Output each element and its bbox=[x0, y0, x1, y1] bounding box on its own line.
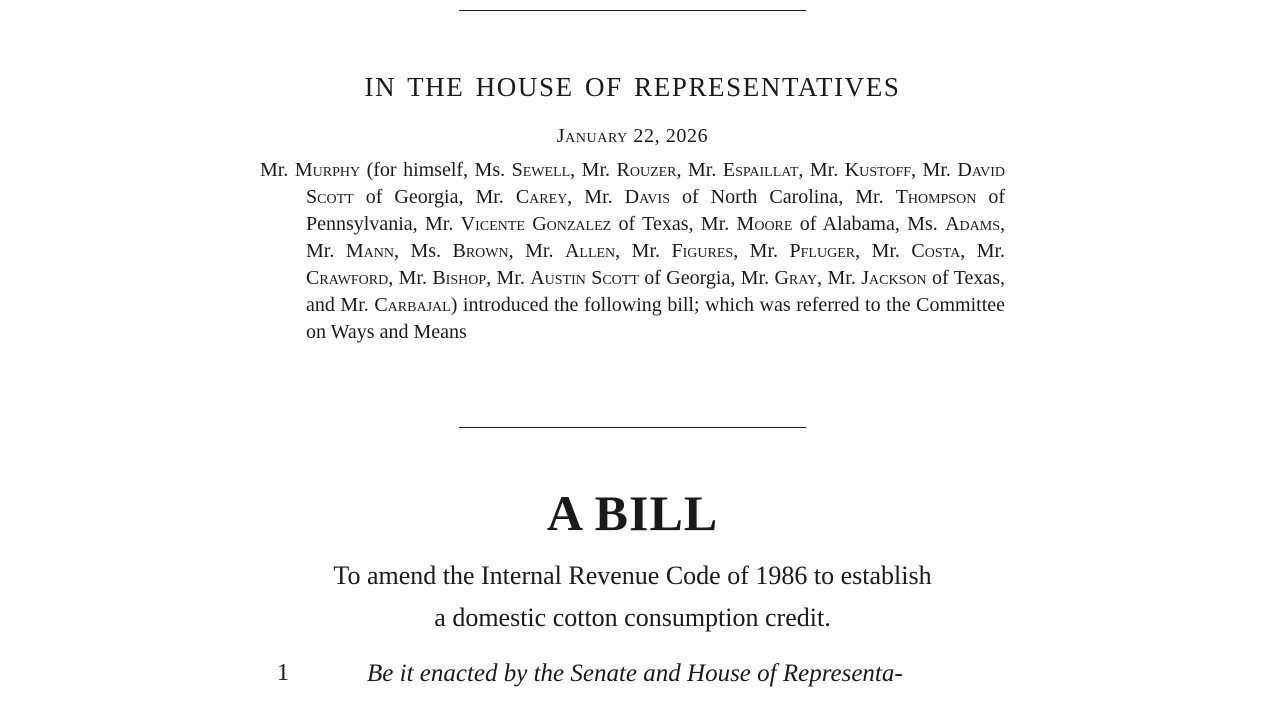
sponsor-text: , Mr. bbox=[570, 159, 617, 181]
sponsor-name: Moore bbox=[736, 213, 793, 235]
line-number: 1 bbox=[277, 660, 289, 686]
sponsor-name: Davis bbox=[624, 186, 670, 208]
sponsor-name: Allen bbox=[564, 240, 616, 262]
sponsor-text: of Georgia, Mr. bbox=[353, 186, 516, 208]
sponsor-text: , Mr. bbox=[508, 240, 565, 262]
sponsor-text: of Pennsylvania, Mr. bbox=[306, 186, 1005, 235]
sponsor-text: (for himself, Ms. bbox=[360, 159, 512, 181]
sponsor-text: , Mr. bbox=[817, 267, 862, 289]
sponsor-text: , Mr. bbox=[676, 159, 723, 181]
sponsor-name: Murphy bbox=[294, 159, 361, 181]
sponsor-text: , Mr. bbox=[615, 240, 672, 262]
sponsor-name: David Scott bbox=[306, 159, 1006, 208]
sponsor-name: Thompson bbox=[895, 186, 977, 208]
sponsor-name: Gray bbox=[774, 267, 818, 289]
sponsor-text: , Mr. bbox=[486, 267, 531, 289]
sponsor-name: Carbajal bbox=[374, 294, 451, 316]
sponsor-name: Kustoff bbox=[844, 159, 912, 181]
sponsor-name: Vicente Gonzalez bbox=[460, 213, 612, 235]
sponsor-text: of Alabama, Ms. bbox=[792, 213, 946, 235]
sponsor-name: Crawford bbox=[306, 267, 389, 289]
sponsor-text: , Mr. bbox=[911, 159, 958, 181]
sponsor-text: , Mr. bbox=[567, 186, 625, 208]
bill-title: A BILL bbox=[546, 485, 719, 541]
sponsor-text: , Ms. bbox=[393, 240, 453, 262]
purpose-line-1: To amend the Internal Revenue Code of 1986 to establish bbox=[333, 561, 932, 590]
sponsor-name: Figures bbox=[671, 240, 734, 262]
sponsor-name: Brown bbox=[452, 240, 509, 262]
sponsor-name: Mann bbox=[345, 240, 394, 262]
introduction-date: January 22, 2026 bbox=[556, 125, 709, 147]
sponsor-name: Espaillat bbox=[722, 159, 799, 181]
sponsor-name: Austin Scott bbox=[530, 267, 639, 289]
sponsor-text: , Mr. bbox=[388, 267, 433, 289]
sponsor-name: Carey bbox=[515, 186, 568, 208]
sponsor-text: ) introduced the following bill; which was referred to the Committee on Ways and Means bbox=[306, 294, 1006, 343]
purpose-line-2: a domestic cotton consumption credit. bbox=[434, 603, 831, 632]
middle-divider bbox=[459, 427, 806, 428]
sponsor-text: , Mr. bbox=[798, 159, 845, 181]
sponsor-text: of Texas, Mr. bbox=[611, 213, 737, 235]
sponsor-name: Adams bbox=[945, 213, 1001, 235]
sponsor-text: , Mr. bbox=[960, 240, 1006, 262]
sponsor-text: , Mr. bbox=[306, 213, 1006, 262]
sponsor-name: Bishop bbox=[432, 267, 487, 289]
sponsor-text: , Mr. bbox=[733, 240, 790, 262]
sponsor-name: Costa bbox=[911, 240, 961, 262]
sponsor-text: , Mr. bbox=[855, 240, 912, 262]
sponsor-name: Sewell bbox=[511, 159, 571, 181]
sponsor-name: Rouzer bbox=[616, 159, 677, 181]
bill-purpose bbox=[0, 555, 1265, 639]
sponsor-text: Mr. bbox=[260, 159, 295, 181]
enacting-clause: Be it enacted by the Senate and House of Representa- bbox=[367, 660, 903, 687]
sponsor-name: Pfluger bbox=[789, 240, 856, 262]
sponsor-text: of Georgia, Mr. bbox=[638, 267, 775, 289]
sponsor-text: of Texas, and Mr. bbox=[306, 267, 1005, 316]
top-divider bbox=[459, 10, 806, 11]
sponsor-name: Jackson bbox=[861, 267, 927, 289]
sponsors-paragraph bbox=[260, 157, 1006, 346]
chamber-heading: IN THE HOUSE OF REPRESENTATIVES bbox=[364, 72, 901, 102]
sponsor-text: of North Carolina, Mr. bbox=[669, 186, 896, 208]
